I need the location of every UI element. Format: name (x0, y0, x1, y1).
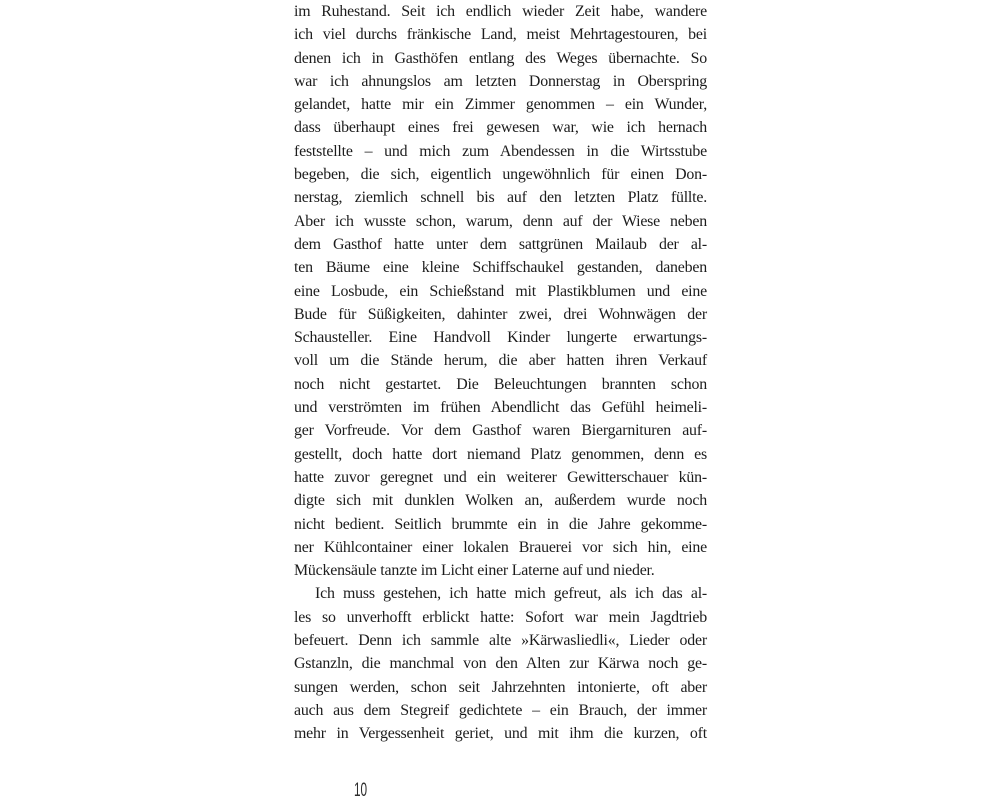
text-line: hatte zuvor geregnet und ein weiterer Gewitterschauer kün- (294, 468, 707, 486)
text-line: Gstanzln, die manchmal von den Alten zur Kärwa noch ge- (294, 655, 707, 673)
text-line: digte sich mit dunklen Wolken an, außerdem wurde noch (294, 492, 707, 510)
text-line: Aber ich wusste schon, warum, denn auf der Wiese neben (294, 212, 707, 230)
text-line: denen ich in Gasthöfen entlang des Weges übernachte. So (294, 49, 707, 67)
text-line: nerstag, ziemlich schnell bis auf den letzten Platz füllte. (294, 189, 707, 207)
text-line: Mückensäule tanzte im Licht einer Laterne auf und nieder. (294, 562, 655, 580)
text-line: im Ruhestand. Seit ich endlich wieder Zeit habe, wandere (294, 3, 707, 20)
text-line: begeben, die sich, eigentlich ungewöhnlich für einen Don- (294, 166, 707, 184)
text-line: sungen werden, schon seit Jahrzehnten intonierte, oft aber (294, 678, 707, 696)
text-line: war ich ahnungslos am letzten Donnerstag in Oberspring (294, 72, 707, 90)
text-line: Bude für Süßigkeiten, dahinter zwei, drei Wohnwägen der (294, 305, 707, 323)
text-line: eine Losbude, ein Schießstand mit Plastikblumen und eine (294, 282, 707, 300)
text-line: ner Kühlcontainer einer lokalen Brauerei vor sich hin, eine (294, 538, 707, 556)
text-line: noch nicht gestartet. Die Beleuchtungen brannten schon (294, 375, 707, 393)
text-line: les so unverhofft erblickt hatte: Sofort war mein Jagdtrieb (294, 608, 707, 626)
page-text-column (294, 0, 707, 746)
text-line: dem Gasthof hatte unter dem sattgrünen Mailaub der al- (294, 235, 707, 253)
text-line: auch aus dem Stegreif gedichtete – ein Brauch, der immer (294, 701, 707, 719)
text-line: befeuert. Denn ich sammle alte »Kärwasliedli«, Lieder oder (294, 632, 707, 650)
text-line: und verströmten im frühen Abendlicht das Gefühl heimeli- (294, 399, 707, 417)
text-line: ten Bäume eine kleine Schiffschaukel gestanden, daneben (294, 259, 707, 277)
text-line: nicht bedient. Seitlich brummte ein in die Jahre gekomme- (294, 515, 707, 533)
text-line: gelandet, hatte mir ein Zimmer genommen – ein Wunder, (294, 96, 707, 114)
page-number: 10 (354, 780, 368, 800)
text-line: gestellt, doch hatte dort niemand Platz genommen, denn es (294, 445, 707, 463)
text-line: mehr in Vergessenheit geriet, und mit ihm die kurzen, oft (294, 725, 707, 743)
text-line: voll um die Stände herum, die aber hatten ihren Verkauf (294, 352, 707, 370)
text-line: feststellte – und mich zum Abendessen in die Wirtsstube (294, 142, 707, 160)
text-line: ich viel durchs fränkische Land, meist Mehrtagestouren, bei (294, 26, 707, 44)
text-line: Ich muss gestehen, ich hatte mich gefreut, als ich das al- (315, 585, 707, 603)
text-line: dass überhaupt eines frei gewesen war, wie ich hernach (294, 119, 707, 137)
text-line: ger Vorfreude. Vor dem Gasthof waren Biergarnituren auf- (294, 422, 707, 440)
text-line: Schausteller. Eine Handvoll Kinder lungerte erwartungs- (294, 329, 707, 347)
